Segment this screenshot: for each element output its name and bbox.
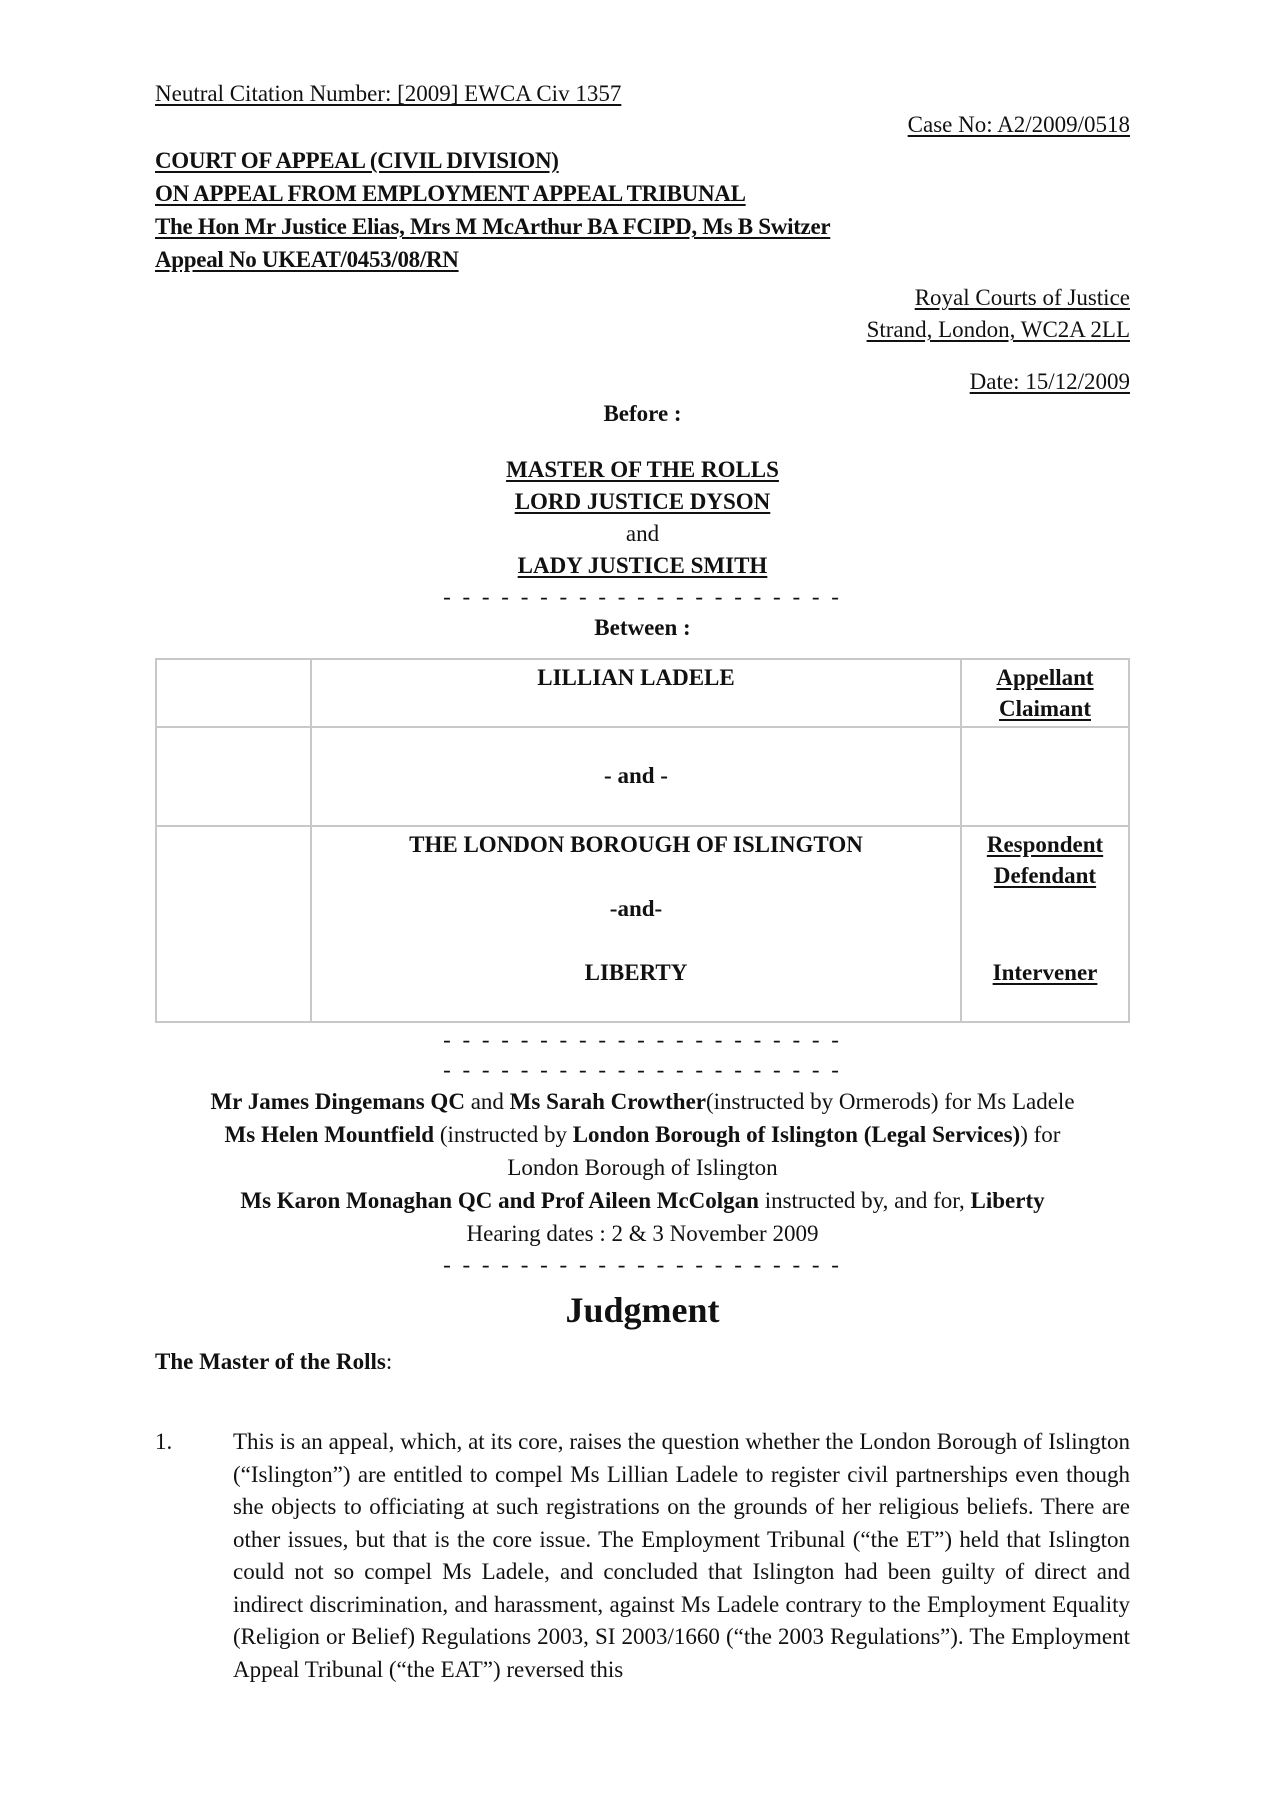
venue-line-2: Strand, London, WC2A 2LL [866,317,1130,342]
party-respondent: THE LONDON BOROUGH OF ISLINGTON [409,832,863,857]
tribunal-members: The Hon Mr Justice Elias, Mrs M McArthur BA FCIPD, Ms B Switzer [155,214,831,239]
counsel-line-4: Ms Karon Monaghan QC and Prof Aileen McColgan instructed by, and for, Liberty [240,1188,1045,1213]
role-intervener: Intervener [992,960,1098,985]
speaker-heading: The Master of the Rolls: [155,1349,393,1374]
party-row-3 [156,826,1129,1022]
and-word: and [625,521,660,546]
document-page [155,78,1130,1686]
court-name: COURT OF APPEAL (CIVIL DIVISION) [155,148,559,173]
on-appeal-from: ON APPEAL FROM EMPLOYMENT APPEAL TRIBUNAL [155,181,746,206]
hearing-dates: Hearing dates : 2 & 3 November 2009 [466,1221,819,1246]
role-claimant: Claimant [999,696,1091,721]
and-separator-2: -and- [609,896,663,921]
appeal-number: Appeal No UKEAT/0453/08/RN [155,247,459,272]
separator: - - - - - - - - - - - - - - - - - - - - - [443,584,842,609]
judge-smith: LADY JUSTICE SMITH [517,553,768,578]
paragraph-1 [155,1426,1130,1686]
counsel-line-1: Mr James Dingemans QC and Ms Sarah Crowther(instructed by Ormerods) for Ms Ladele [210,1089,1075,1114]
venue [155,282,1130,346]
bench [155,454,1130,582]
party-row-2 [156,727,1129,826]
separator-4: - - - - - - - - - - - - - - - - - - - - - [443,1252,842,1277]
judgment-title: Judgment [565,1290,720,1330]
and-separator: - and - [604,763,668,789]
case-number: Case No: A2/2009/0518 [907,112,1130,137]
separator-3: - - - - - - - - - - - - - - - - - - - - - [443,1057,842,1082]
counsel-line-3: London Borough of Islington [507,1155,778,1180]
role-appellant: Appellant [996,665,1094,690]
judgment-date: Date: 15/12/2009 [969,369,1130,394]
party-row-1 [156,659,1129,727]
neutral-citation: Neutral Citation Number: [2009] EWCA Civ 1357 [155,81,622,106]
counsel-line-2: Ms Helen Mountfield (instructed by London Borough of Islington (Legal Services)) for [224,1122,1061,1147]
court-block [155,144,1130,276]
venue-line-1: Royal Courts of Justice [914,285,1130,310]
role-respondent: Respondent [986,832,1104,857]
before-label: Before : [603,401,682,426]
judge-dyson: LORD JUSTICE DYSON [514,489,771,514]
separator-2: - - - - - - - - - - - - - - - - - - - - - [443,1027,842,1052]
paragraph-text: This is an appeal, which, at its core, raises the question whether the London Borough of Islington (“Islington”) are entitled to compel Ms Lillian Ladele to register civil partnerships even though she objects to officiating at such registrations on the grounds of her religious beliefs. There are other issues, but that is the core issue. The Employment Tribunal (“the ET”) held that Islington could not so compel Ms Ladele, and concluded that Islington had been guilty of direct and indirect discrimination, and harassment, against Ms Ladele contrary to the Employment Equality (Religion or Belief) Regulations 2003, SI 2003/1660 (“the 2003 Regulations”). The Employment Appeal Tribunal (“the EAT”) reversed this [233,1429,1130,1682]
party-appellant: LILLIAN LADELE [537,665,735,690]
judge-master-of-the-rolls: MASTER OF THE ROLLS [506,457,779,482]
counsel-block [155,1085,1130,1250]
party-intervener: LIBERTY [584,960,688,985]
parties-table [155,658,1130,1023]
between-label: Between : [594,615,691,640]
role-defendant: Defendant [993,863,1097,888]
paragraph-number: 1. [155,1429,173,1454]
